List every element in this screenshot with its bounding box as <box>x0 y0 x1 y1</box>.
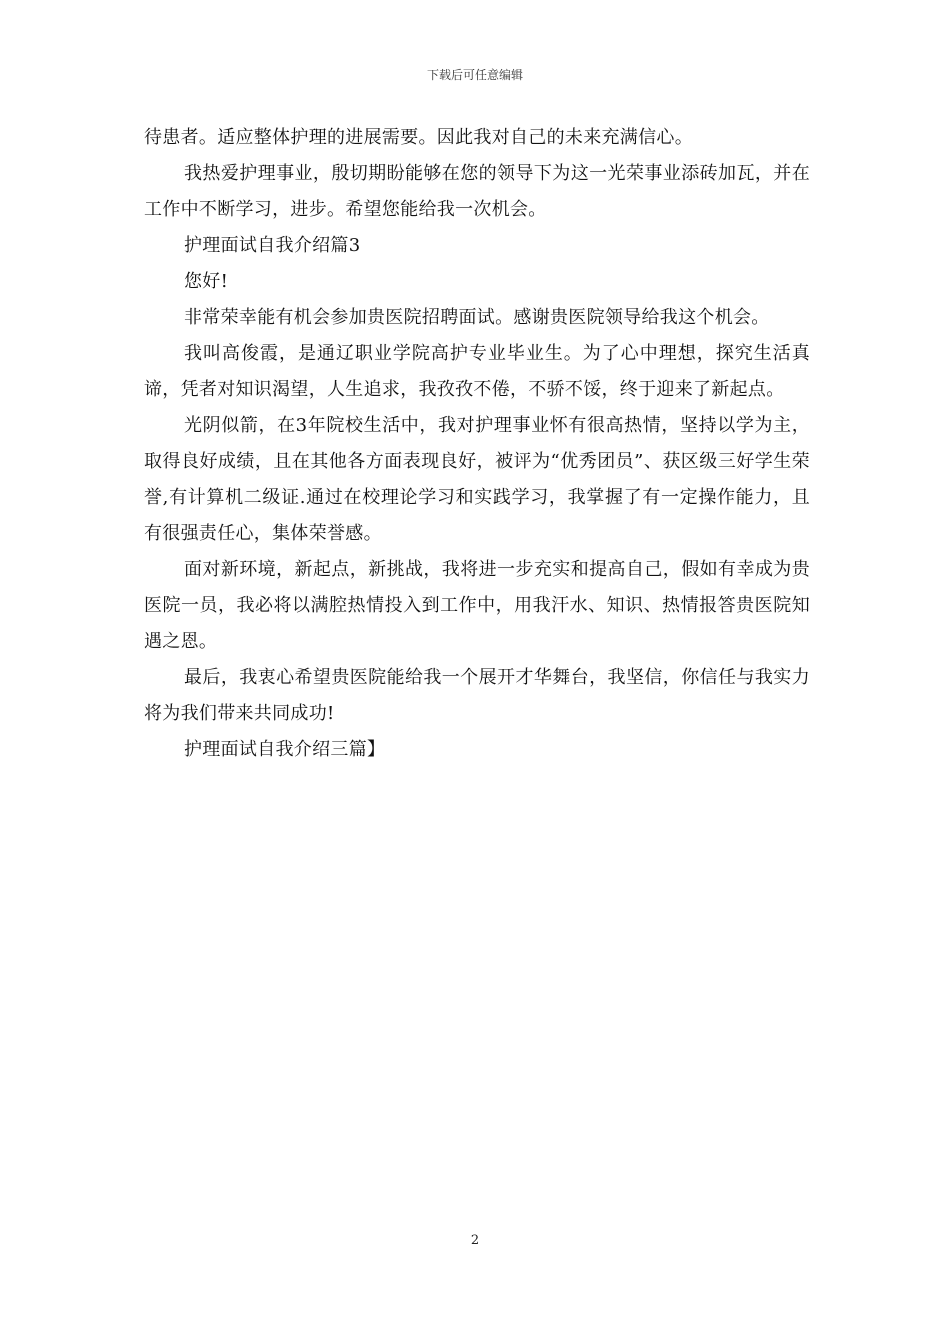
paragraph: 待患者。适应整体护理的进展需要。因此我对自己的未来充满信心。 <box>144 127 693 148</box>
page-header: 下载后可任意编辑 <box>426 68 523 82</box>
page-number: 2 <box>470 1233 480 1248</box>
greeting: 您好! <box>184 271 229 292</box>
paragraph: 最后，我衷心希望贵医院能给我一个展开才华舞台，我坚信，你信任与我实力将为我们带来共同成功! <box>144 667 810 724</box>
paragraph: 面对新环境，新起点，新挑战，我将进一步充实和提高自己，假如有幸成为贵医院一员，我必将以满腔热情投入到工作中，用我汗水、知识、热情报答贵医院知遇之恩。 <box>144 559 810 652</box>
paragraph: 非常荣幸能有机会参加贵医院招聘面试。感谢贵医院领导给我这个机会。 <box>184 307 770 328</box>
paragraph: 我叫高俊霞，是通辽职业学院高护专业毕业生。为了心中理想，探究生活真谛，凭者对知识渴望，人生追求，我孜孜不倦，不骄不馁，终于迎来了新起点。 <box>144 343 810 400</box>
paragraph: 光阴似箭，在3年院校生活中，我对护理事业怀有很高热情，坚持以学为主，取得良好成绩，且在其他各方面表现良好，被评为“优秀团员”、获区级三好学生荣誉,有计算机二级证.通过在校理论学习和实践学习，我掌握了有一定操作能力，且有很强责任心，集体荣誉感。 <box>144 415 810 544</box>
document-body <box>144 120 810 768</box>
paragraph: 我热爱护理事业，殷切期盼能够在您的领导下为这一光荣事业添砖加瓦，并在工作中不断学习，进步。希望您能给我一次机会。 <box>144 163 810 220</box>
section-heading: 护理面试自我介绍篇3 <box>184 235 361 256</box>
section-heading: 护理面试自我介绍三篇】 <box>184 739 386 760</box>
